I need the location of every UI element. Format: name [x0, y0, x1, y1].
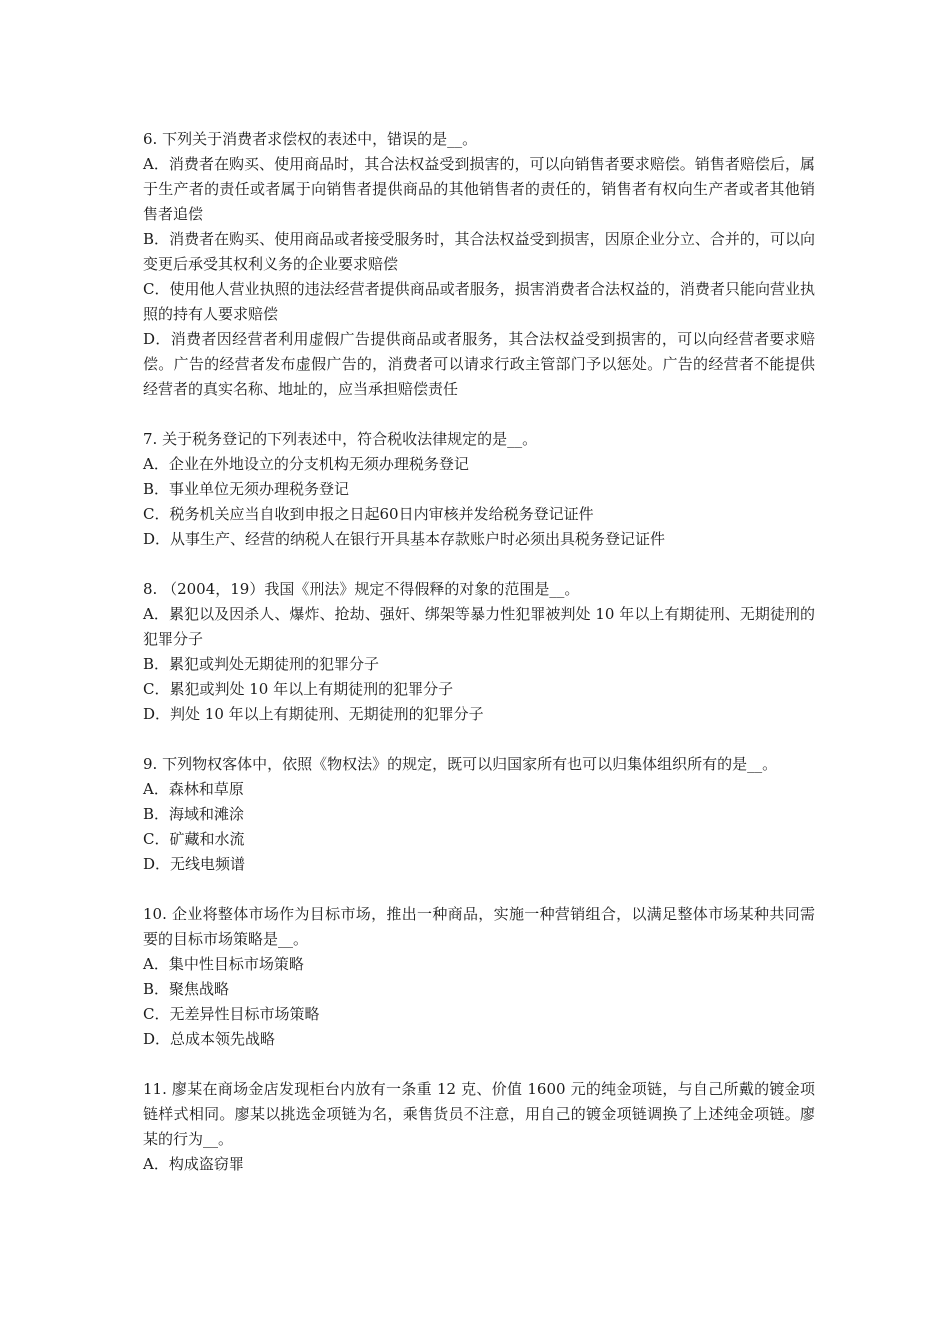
option-c: C．矿藏和水流	[143, 830, 245, 848]
question-stem: 10. 企业将整体市场作为目标市场，推出一种商品，实施一种营销组合，以满足整体市场某种共同需要的目标市场策略是__。	[143, 905, 815, 948]
option-a: A．企业在外地设立的分支机构无须办理税务登记	[143, 455, 469, 473]
option-c: C．无差异性目标市场策略	[143, 1005, 320, 1023]
question-stem: 7. 关于税务登记的下列表述中，符合税收法律规定的是__。	[143, 430, 538, 448]
option-c: C．使用他人营业执照的违法经营者提供商品或者服务，损害消费者合法权益的，消费者只能向营业执照的持有人要求赔偿	[143, 280, 815, 323]
option-a: A．集中性目标市场策略	[143, 955, 304, 973]
question-10	[143, 902, 815, 1052]
document-page	[143, 127, 815, 1202]
question-9	[143, 752, 815, 877]
option-a: A．构成盗窃罪	[143, 1155, 244, 1173]
question-6	[143, 127, 815, 402]
option-b: B．事业单位无须办理税务登记	[143, 480, 350, 498]
option-d: D．无线电频谱	[143, 855, 246, 873]
option-d: D．总成本领先战略	[143, 1030, 276, 1048]
option-a: A．累犯以及因杀人、爆炸、抢劫、强奸、绑架等暴力性犯罪被判处 10 年以上有期徒刑、无期徒刑的犯罪分子	[143, 605, 815, 648]
question-8	[143, 577, 815, 727]
question-stem: 6. 下列关于消费者求偿权的表述中，错误的是__。	[143, 130, 478, 148]
option-d: D．从事生产、经营的纳税人在银行开具基本存款账户时必须出具税务登记证件	[143, 530, 666, 548]
option-b: B．海域和滩涂	[143, 805, 245, 823]
question-stem: 8. （2004，19）我国《刑法》规定不得假释的对象的范围是__。	[143, 580, 580, 598]
question-stem: 11. 廖某在商场金店发现柜台内放有一条重 12 克、价值 1600 元的纯金项链，与自己所戴的镀金项链样式相同。廖某以挑选金项链为名，乘售货员不注意，用自己的镀金项链调换了上述纯金项链。廖某的行为__。	[143, 1080, 815, 1148]
option-b: B．聚焦战略	[143, 980, 230, 998]
option-a: A．消费者在购买、使用商品时，其合法权益受到损害的，可以向销售者要求赔偿。销售者赔偿后，属于生产者的责任或者属于向销售者提供商品的其他销售者的责任的，销售者有权向生产者或者其他销售者追偿	[143, 155, 815, 223]
question-7	[143, 427, 815, 552]
option-d: D．判处 10 年以上有期徒刑、无期徒刑的犯罪分子	[143, 705, 484, 723]
option-b: B．消费者在购买、使用商品或者接受服务时，其合法权益受到损害，因原企业分立、合并的，可以向变更后承受其权利义务的企业要求赔偿	[143, 230, 815, 273]
option-c: C．累犯或判处 10 年以上有期徒刑的犯罪分子	[143, 680, 454, 698]
option-b: B．累犯或判处无期徒刑的犯罪分子	[143, 655, 380, 673]
question-11	[143, 1077, 815, 1177]
option-a: A．森林和草原	[143, 780, 244, 798]
option-d: D．消费者因经营者利用虚假广告提供商品或者服务，其合法权益受到损害的，可以向经营者要求赔偿。广告的经营者发布虚假广告的，消费者可以请求行政主管部门予以惩处。广告的经营者不能提供经营者的真实名称、地址的，应当承担赔偿责任	[143, 330, 815, 398]
option-c: C．税务机关应当自收到申报之日起60日内审核并发给税务登记证件	[143, 505, 594, 523]
question-stem: 9. 下列物权客体中，依照《物权法》的规定，既可以归国家所有也可以归集体组织所有的是__。	[143, 755, 778, 773]
